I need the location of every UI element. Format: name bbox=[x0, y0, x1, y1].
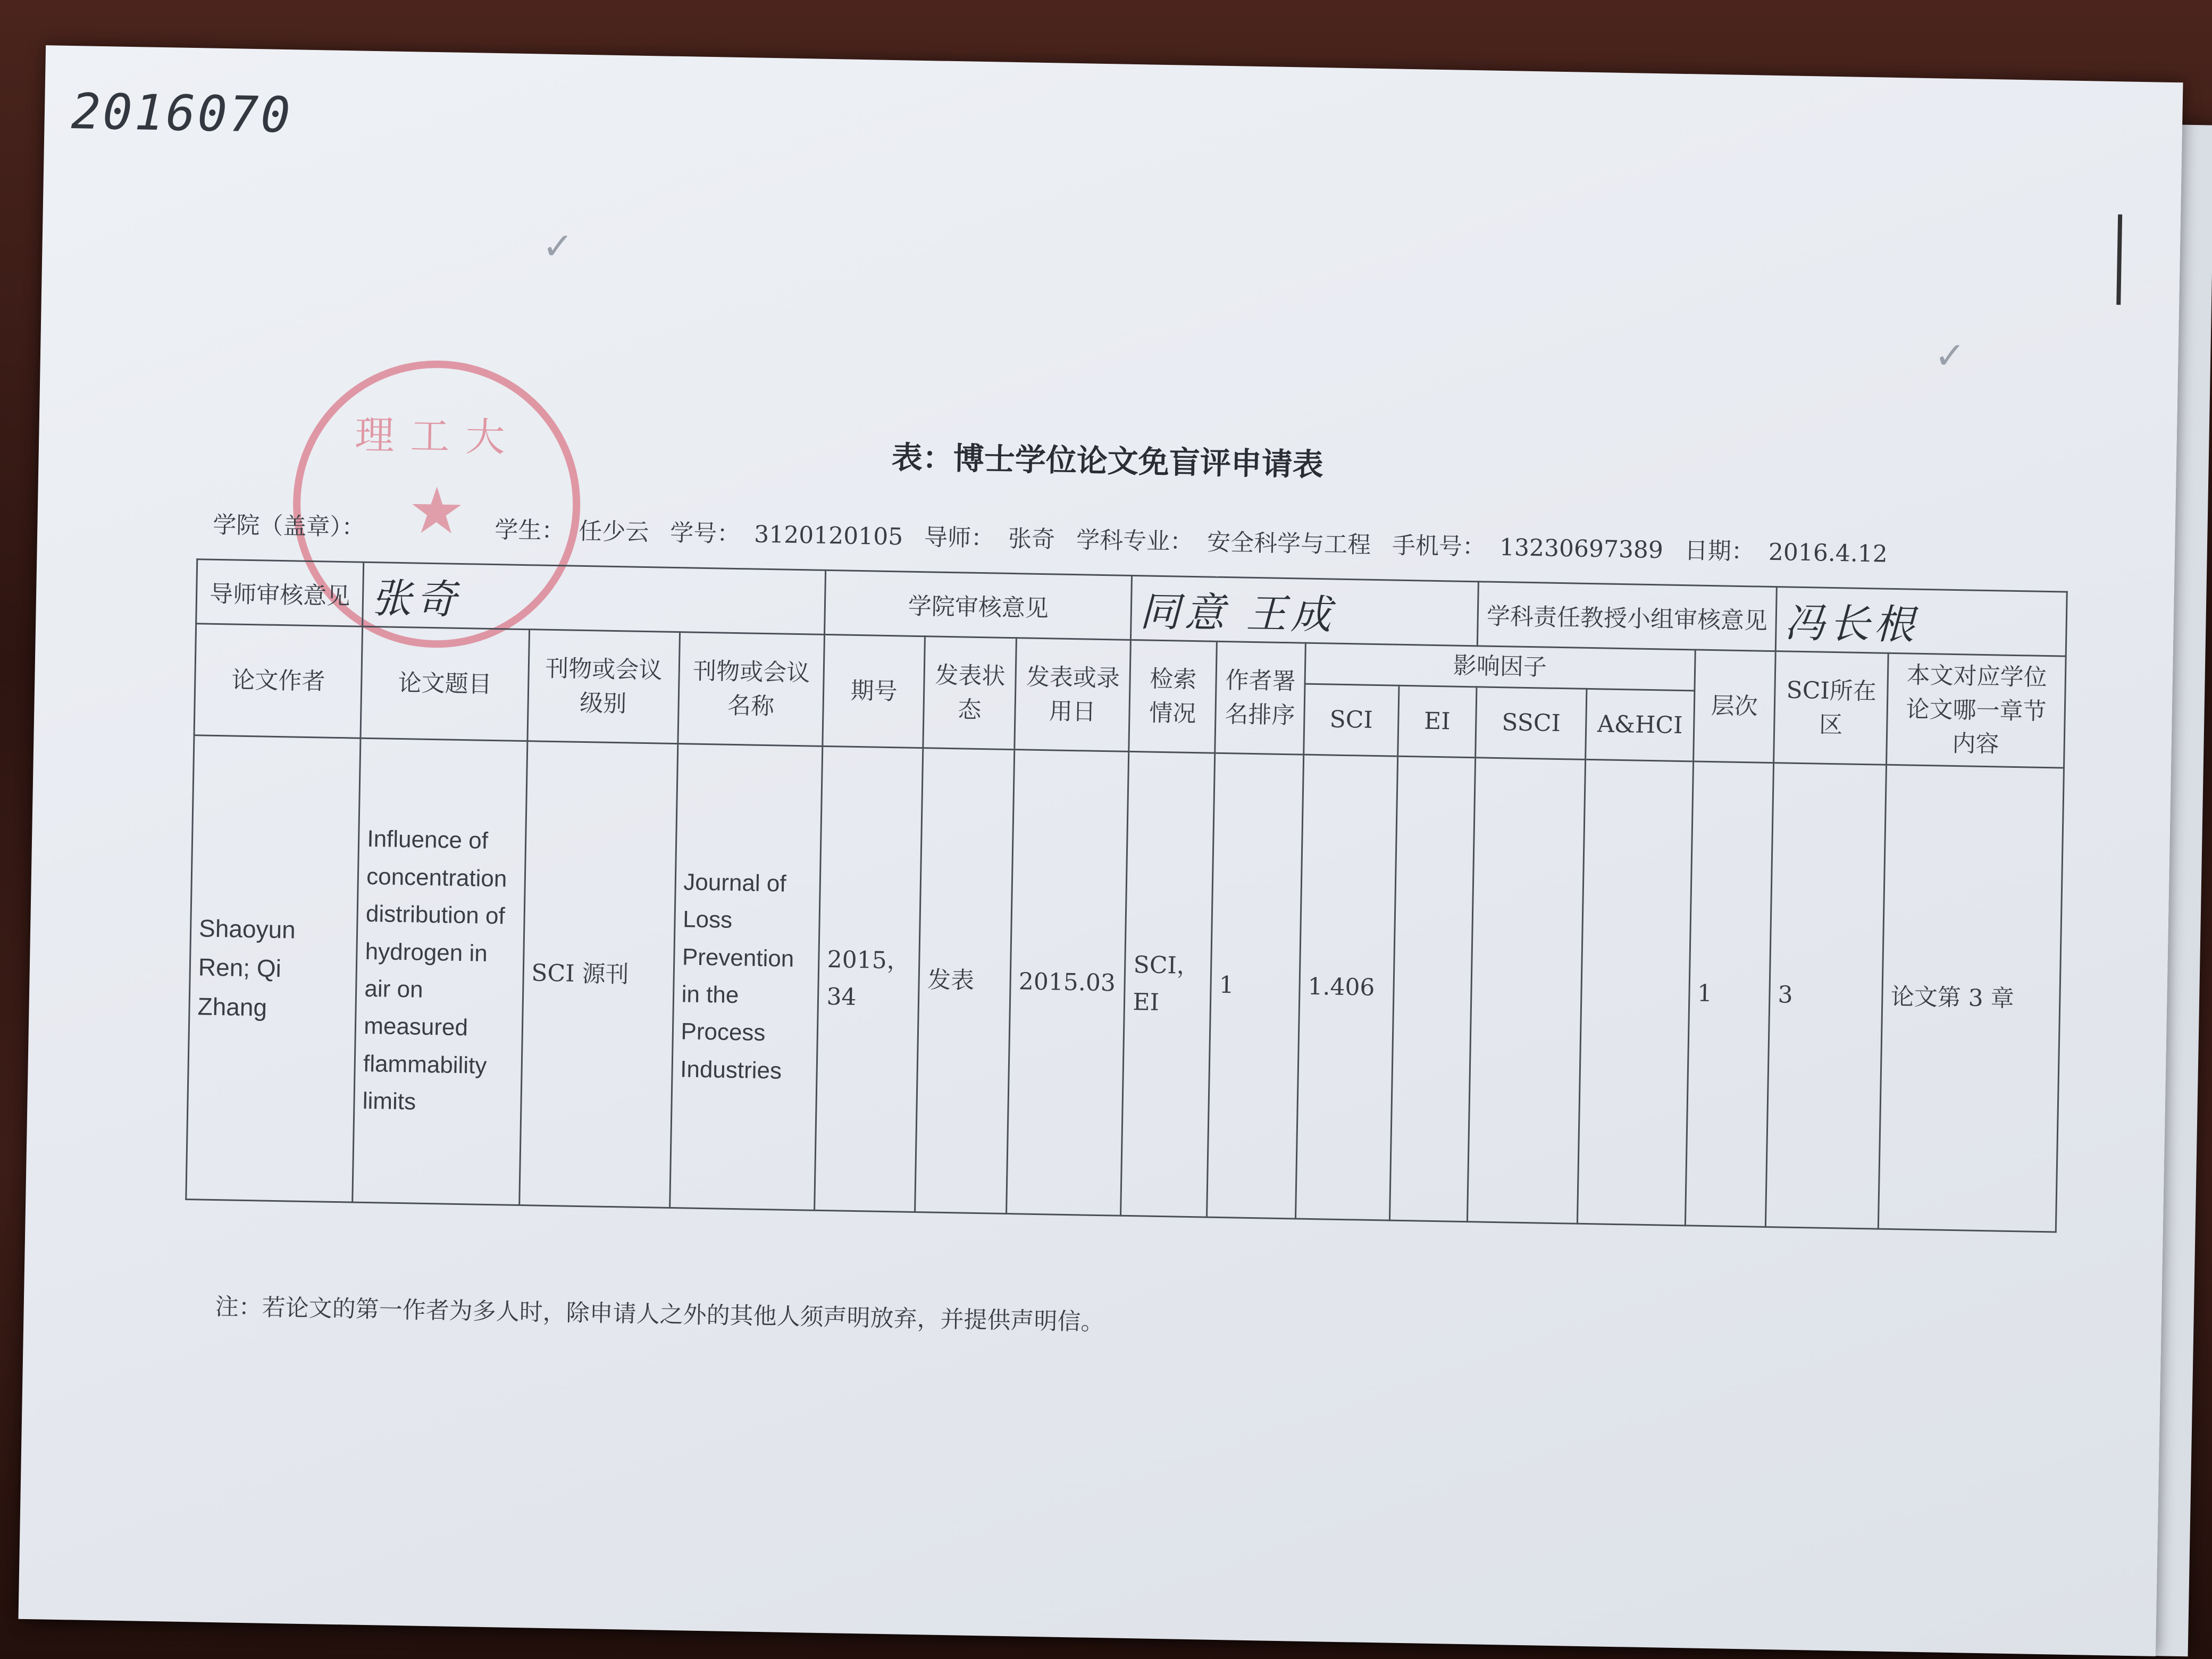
date-value: 2016.4.12 bbox=[1768, 538, 1888, 568]
cell-issue: 2015，34 bbox=[815, 746, 923, 1212]
binder-clip-edge bbox=[2116, 214, 2122, 305]
student-id: 3120120105 bbox=[753, 521, 903, 551]
advisor-name: 张奇 bbox=[1008, 525, 1055, 554]
header-author: 论文作者 bbox=[194, 624, 363, 738]
advisor-review-label: 导师审核意见 bbox=[196, 559, 364, 626]
header-chapter: 本文对应学位论文哪一章节内容 bbox=[1887, 653, 2066, 768]
cell-author-order: 1 bbox=[1207, 753, 1304, 1219]
cell-journal-level: SCI 源刊 bbox=[519, 741, 677, 1208]
cell-ahci bbox=[1578, 759, 1693, 1225]
cell-ssci bbox=[1468, 758, 1586, 1224]
cell-ei bbox=[1389, 756, 1476, 1221]
major-name: 安全科学与工程 bbox=[1206, 529, 1371, 559]
committee-review-label: 学科责任教授小组审核意见 bbox=[1478, 582, 1777, 651]
cell-chapter: 论文第 3 章 bbox=[1879, 765, 2064, 1232]
college-label: 学院（盖章）： bbox=[212, 511, 365, 541]
header-status: 发表状态 bbox=[923, 636, 1016, 750]
cell-sci: 1.406 bbox=[1295, 755, 1397, 1220]
header-ssci: SSCI bbox=[1476, 687, 1587, 760]
cell-author: Shaoyun Ren; Qi Zhang bbox=[186, 735, 361, 1202]
header-author-order: 作者署名排序 bbox=[1215, 641, 1305, 755]
header-ahci: A&HCI bbox=[1586, 689, 1694, 761]
college-signature: 同意 王成 bbox=[1131, 575, 1479, 646]
student-id-label: 学号： bbox=[669, 519, 741, 548]
footnote: 注：若论文的第一作者为多人时，除申请人之外的其他人须声明放弃，并提供声明信。 bbox=[215, 1293, 1104, 1336]
header-ei: EI bbox=[1397, 685, 1477, 758]
cell-status: 发表 bbox=[915, 748, 1015, 1214]
date-label: 日期： bbox=[1684, 537, 1755, 566]
seal-text: 理工大 bbox=[354, 412, 522, 461]
seal-star-icon: ★ bbox=[407, 474, 466, 549]
cell-index: SCI，EI bbox=[1121, 751, 1215, 1217]
cell-sci-zone: 3 bbox=[1766, 763, 1887, 1229]
tick-mark: ✓ bbox=[541, 224, 574, 269]
tick-mark: ✓ bbox=[1934, 333, 1966, 378]
advisor-signature: 张奇 bbox=[363, 562, 826, 634]
header-title: 论文题目 bbox=[361, 626, 529, 741]
header-impact-factor: 影响因子 bbox=[1305, 643, 1695, 691]
phone-number: 13230697389 bbox=[1499, 534, 1664, 564]
table-row bbox=[186, 735, 2064, 1232]
college-review-label: 学院审核意见 bbox=[825, 570, 1132, 640]
application-table bbox=[185, 558, 2068, 1233]
header-sci: SCI bbox=[1304, 684, 1399, 756]
header-journal-name: 刊物或会议名称 bbox=[677, 632, 824, 747]
student-name: 任少云 bbox=[578, 517, 649, 547]
application-form-page bbox=[18, 45, 2183, 1656]
cell-level: 1 bbox=[1685, 761, 1774, 1227]
header-index: 检索情况 bbox=[1129, 640, 1217, 753]
advisor-label: 导师： bbox=[924, 524, 995, 552]
cell-title: Influence of concentration distribution of hydrogen in air on measured flammability limits bbox=[353, 738, 527, 1205]
header-journal-level: 刊物或会议级别 bbox=[527, 630, 680, 744]
form-title: 表：博士学位论文免盲评申请表 bbox=[891, 439, 1324, 483]
cell-journal-name: Journal of Loss Prevention in the Process Industries bbox=[669, 744, 823, 1211]
student-label: 学生： bbox=[494, 516, 565, 545]
header-pub-date: 发表或录用日 bbox=[1015, 638, 1131, 752]
phone-label: 手机号： bbox=[1392, 532, 1486, 561]
cell-pub-date: 2015.03 bbox=[1007, 750, 1129, 1216]
handwritten-number: 2016070 bbox=[71, 83, 293, 144]
header-level: 层次 bbox=[1693, 650, 1775, 763]
header-sci-zone: SCI所在区 bbox=[1774, 651, 1889, 765]
header-issue: 期号 bbox=[823, 634, 925, 748]
committee-signature: 冯长根 bbox=[1775, 587, 2067, 657]
major-label: 学科专业： bbox=[1076, 526, 1194, 556]
